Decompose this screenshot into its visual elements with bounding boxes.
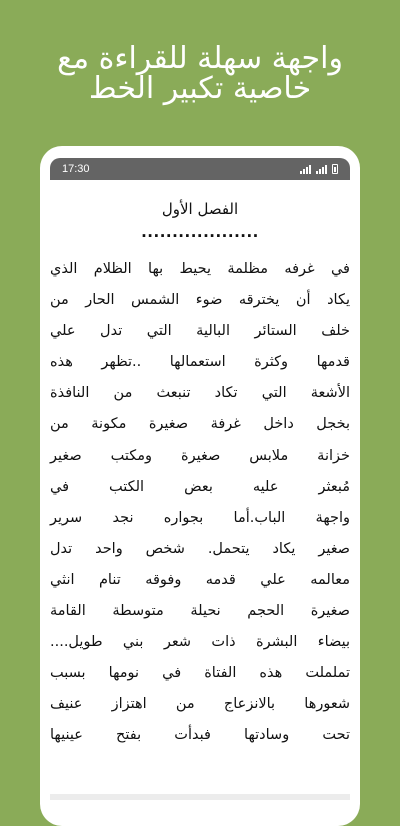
text-line: تحت وسادتها فبدأت بفتح عينيها: [50, 727, 350, 744]
text-line: تململت هذه الفتاة في نومها بسبب: [50, 665, 350, 682]
status-bar: [50, 158, 350, 180]
battery-icon: [332, 164, 338, 174]
signal-icon: [300, 164, 311, 174]
chapter-text: [50, 254, 350, 752]
chapter-title: الفصل الأول: [161, 200, 239, 218]
headline-line-1: واجهة سهلة للقراءة مع: [57, 41, 343, 76]
text-line: خلف الستائر البالية التي تدل علي: [50, 323, 350, 340]
promo-headline: [0, 41, 400, 106]
text-line: صغير يكاد يتحمل. شخص واحد تدل: [50, 540, 350, 557]
text-line: مُبعثر عليه بعض الكتب في: [50, 478, 350, 495]
text-line: خزانة ملابس صغيرة ومكتب صغير: [50, 447, 350, 464]
status-time: 17:30: [62, 163, 90, 175]
reader-content[interactable]: [50, 180, 350, 800]
text-line: بيضاء البشرة ذات شعر بني طويل....: [50, 634, 350, 651]
text-line: الأشعة التي تكاد تنبعث من النافذة: [50, 385, 350, 402]
text-line: واجهة الباب.أما بجواره نجد سرير: [50, 509, 350, 526]
text-line: في غرفه مظلمة يحيط بها الظلام الذي: [50, 261, 350, 277]
text-line: صغيرة الحجم نحيلة متوسطة القامة: [50, 603, 350, 620]
text-line: قدمها وكثرة استعمالها ..تظهر هذه: [50, 354, 350, 371]
text-line: بخجل داخل غرفة صغيرة مكونة من: [50, 416, 350, 433]
text-line: يكاد أن يخترقه ضوء الشمس الحار من: [50, 292, 350, 309]
text-line: معالمه علي قدمه وفوقه تنام انثي: [50, 571, 350, 588]
bottom-bar: [50, 794, 350, 800]
status-icons: [300, 163, 338, 175]
phone-frame: [40, 146, 360, 826]
text-line: شعورها بالانزعاج من اهتزاز عنيف: [50, 696, 350, 713]
signal-icon: [316, 164, 327, 174]
headline-line-2: خاصية تكبير الخط: [88, 71, 312, 106]
chapter-divider: ...................: [141, 223, 259, 241]
